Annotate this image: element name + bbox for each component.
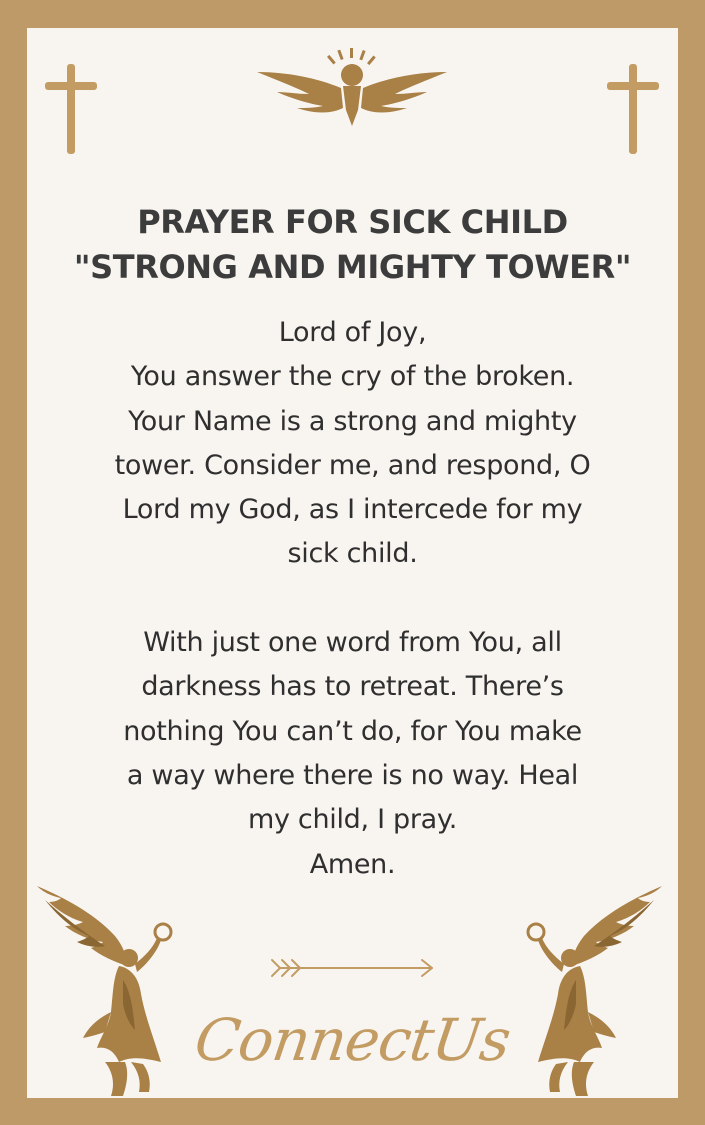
prayer-line: You answer the cry of the broken. xyxy=(130,361,575,393)
brand-logo: ConnectUs xyxy=(190,1006,515,1074)
prayer-title xyxy=(27,200,678,290)
prayer-line: nothing You can’t do, for You make xyxy=(123,715,582,747)
arrow-icon xyxy=(270,956,436,980)
cross-icon xyxy=(45,60,97,156)
prayer-line: sick child. xyxy=(287,538,418,570)
title-line-2: "STRONG AND MIGHTY TOWER" xyxy=(73,248,632,286)
prayer-line: darkness has to retreat. There’s xyxy=(141,671,564,703)
prayer-card xyxy=(27,28,678,1098)
prayer-line: With just one word from You, all xyxy=(143,627,562,659)
prayer-line: my child, I pray. xyxy=(247,804,458,836)
winged-sun-emblem-icon xyxy=(257,48,447,130)
title-line-1: PRAYER FOR SICK CHILD xyxy=(137,203,568,241)
prayer-line: Your Name is a strong and mighty xyxy=(128,405,577,437)
prayer-body xyxy=(27,311,678,887)
paragraph-gap xyxy=(27,577,678,621)
prayer-line: a way where there is no way. Heal xyxy=(126,759,579,791)
prayer-line: tower. Consider me, and respond, O xyxy=(114,449,591,481)
prayer-line: Lord my God, as I intercede for my xyxy=(122,494,583,526)
prayer-amen: Amen. xyxy=(309,848,396,880)
cross-icon xyxy=(607,60,659,156)
prayer-line: Lord of Joy, xyxy=(278,317,427,348)
